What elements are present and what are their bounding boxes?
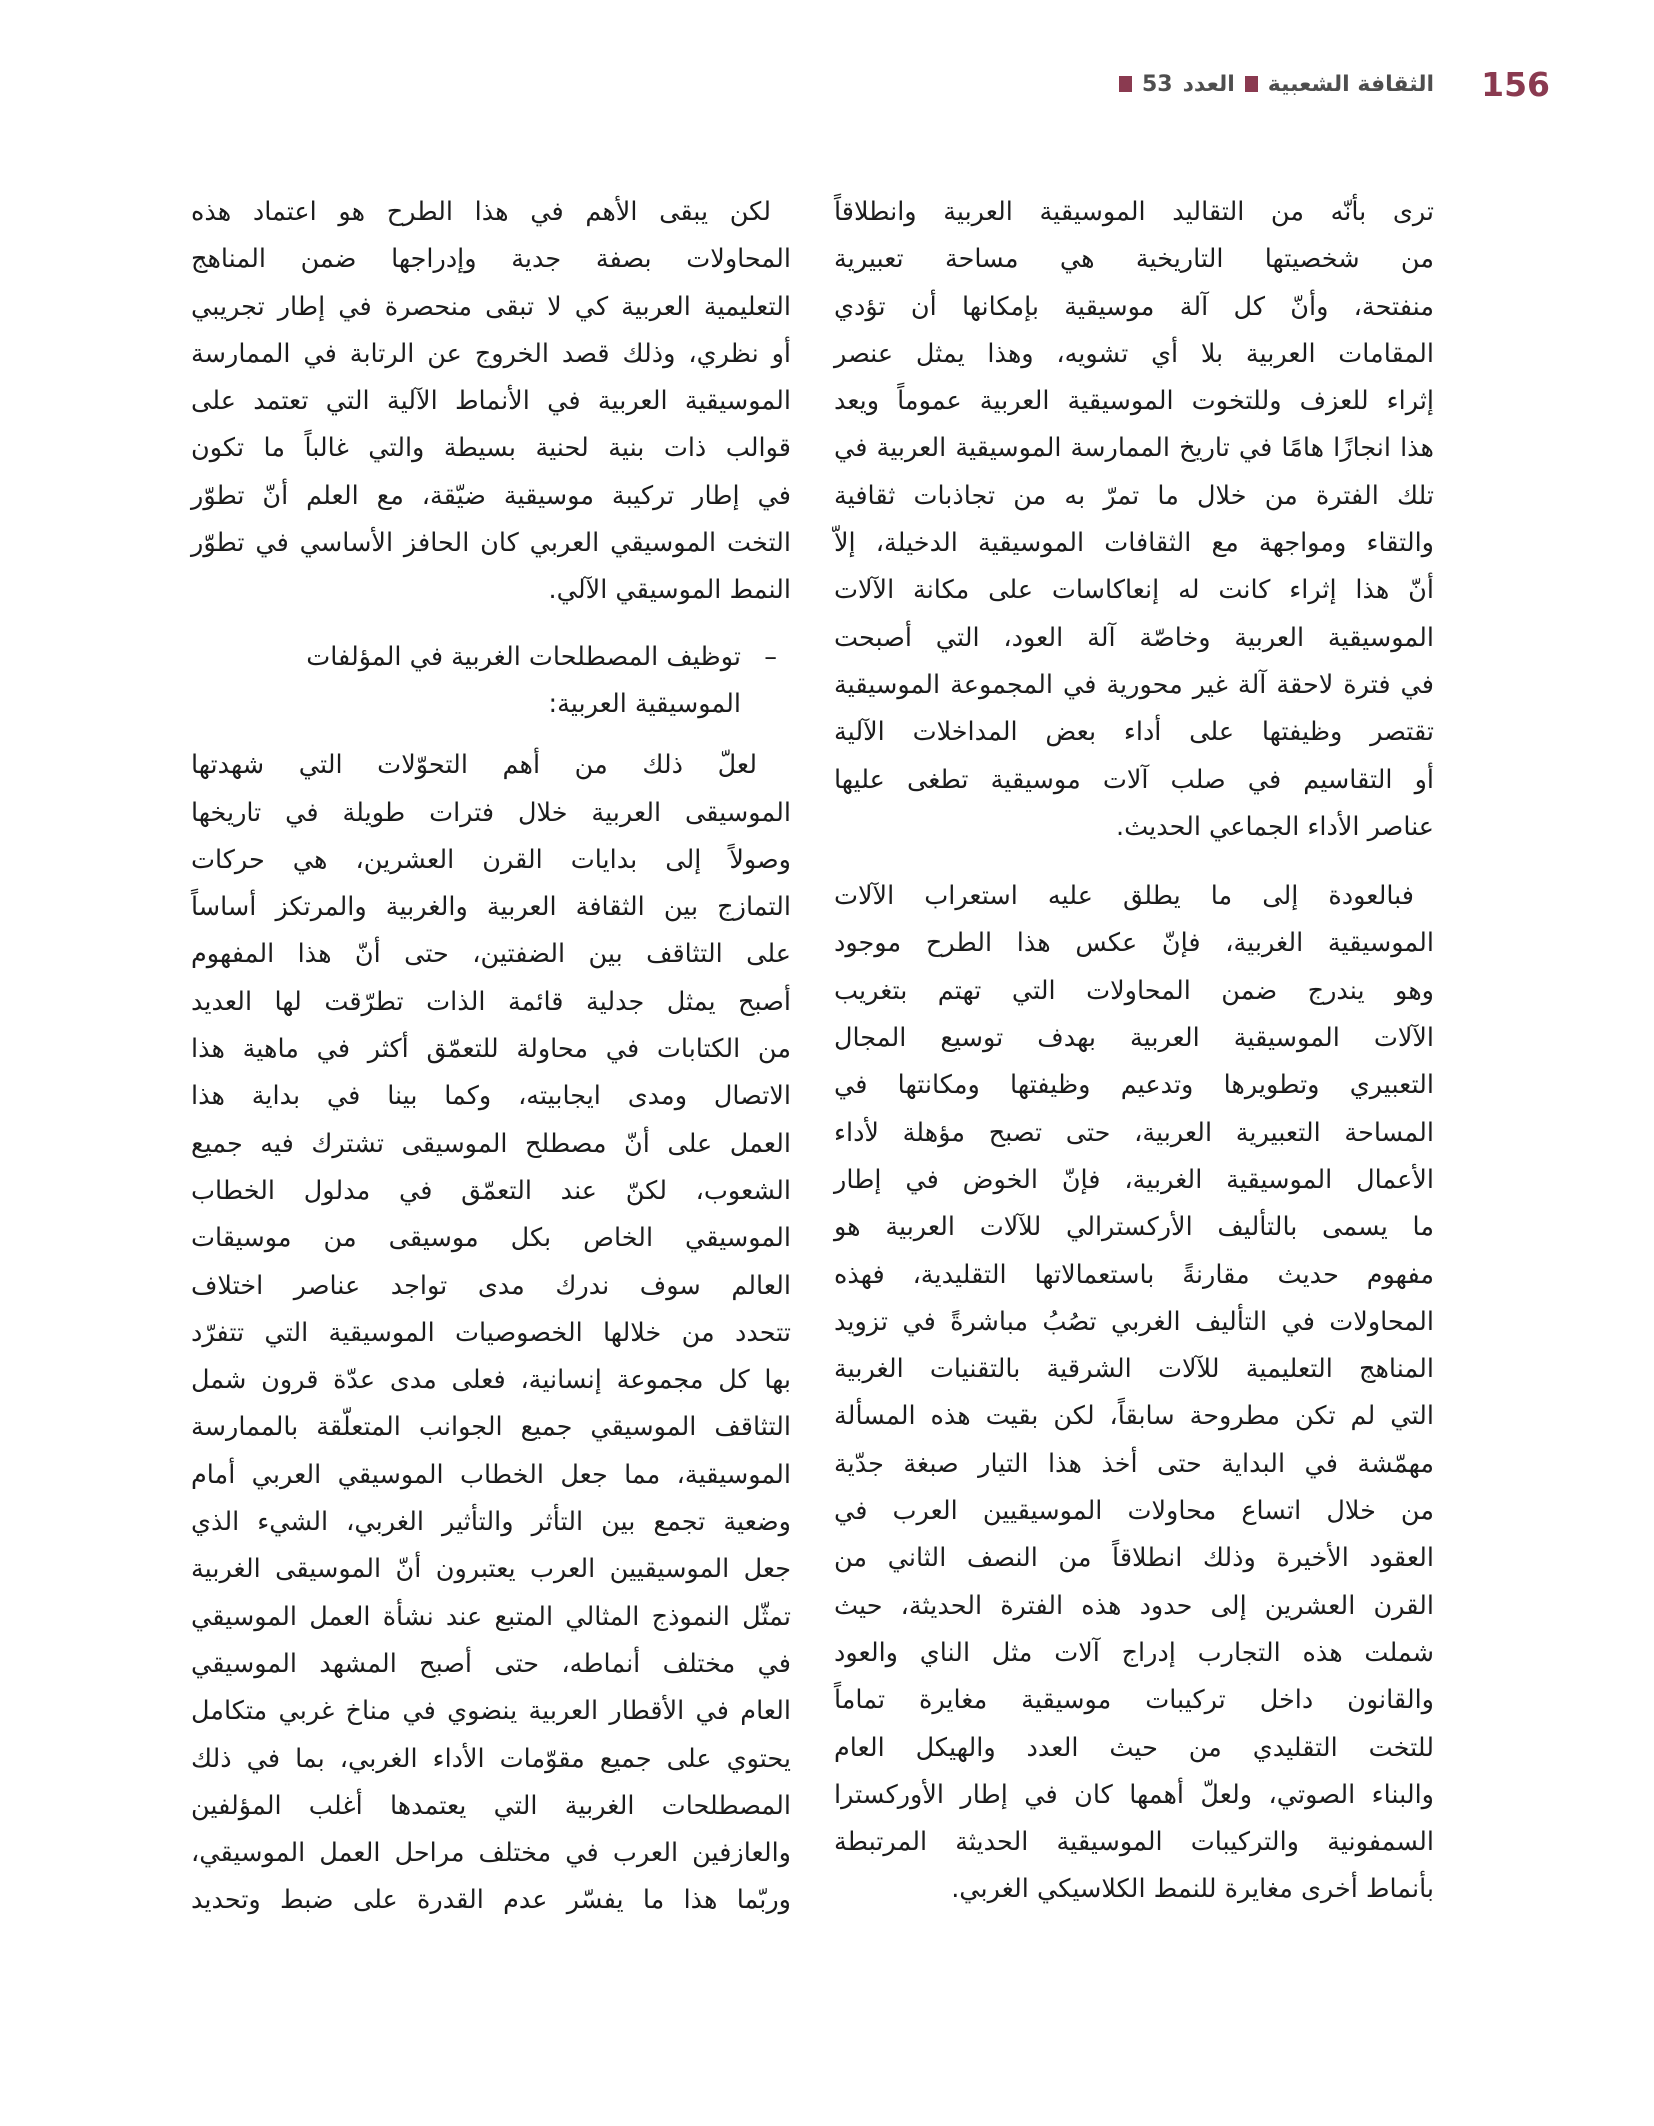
body-text-line: على التثاقف بين الضفتين، حتى أنّ هذا المفهوم <box>191 939 791 970</box>
body-text-line: القرن العشرين إلى حدود هذه الفترة الحديثة، حيث <box>834 1590 1434 1621</box>
body-text-line: من الكتابات في محاولة للتعمّق أكثر في ماهية هذا <box>191 1034 791 1065</box>
body-text-line: الموسيقى العربية خلال فترات طويلة في تاريخها <box>191 797 791 828</box>
body-text-line: المحاولات في التأليف الغربي تصُبُ مباشرةً في تزويد <box>834 1306 1434 1337</box>
body-text-line: الشعوب، لكنّ عند التعمّق في مدلول الخطاب <box>191 1175 791 1206</box>
body-text-line: الموسيقية العربية في الأنماط الآلية التي تعتمد على <box>191 386 791 417</box>
paragraph <box>834 189 1434 851</box>
body-text-line: تتحدد من خلالها الخصوصيات الموسيقية التي تتفرّد <box>191 1317 791 1348</box>
paragraph <box>191 742 791 1924</box>
body-text-line: في فترة لاحقة آلة غير محورية في المجموعة الموسيقية <box>834 669 1434 700</box>
body-text-line: من خلال اتساع محاولات الموسيقيين العرب في <box>834 1496 1434 1527</box>
body-text-line: المناهج التعليمية للآلات الشرقية بالتقنيات الغربية <box>834 1354 1434 1385</box>
issue-number: 53 <box>1141 71 1173 97</box>
body-text-line: النمط الموسيقي الآلي. <box>548 575 791 606</box>
body-text-line: مفهوم حديث مقارنةً باستعمالاتها التقليدية، فهذه <box>834 1259 1434 1290</box>
body-text-line: العقود الأخيرة وذلك انطلاقاً من النصف الثاني من <box>834 1543 1434 1574</box>
body-text-line: عناصر الأداء الجماعي الحديث. <box>1115 811 1434 842</box>
body-text-line: جعل الموسيقيين العرب يعتبرون أنّ الموسيقى الغربية <box>191 1554 791 1585</box>
section-subheading <box>191 634 791 729</box>
body-text-line: الاتصال ومدى ايجابيته، وكما بينا في بداية هذا <box>191 1081 791 1112</box>
text-column-left <box>191 189 791 1925</box>
magazine-title: الثقافة الشعبية <box>1267 71 1434 97</box>
body-text-line: الأعمال الموسيقية الغربية، فإنّ الخوض في إطار <box>834 1164 1434 1195</box>
body-text-line: وضعية تجمع بين التأثر والتأثير الغربي، الشيء الذي <box>191 1507 791 1538</box>
paragraph <box>191 189 791 615</box>
body-text-line: الموسيقية الغربية، فإنّ عكس هذا الطرح موجود <box>834 928 1434 959</box>
body-text-line: فبالعودة إلى ما يطلق عليه استعراب الآلات <box>834 881 1414 912</box>
body-text-line: التي لم تكن مطروحة سابقاً، لكن بقيت هذه المسألة <box>834 1401 1434 1432</box>
body-text-line: لكن يبقى الأهم في هذا الطرح هو اعتماد هذه <box>191 197 771 227</box>
body-text-line: المساحة التعبيرية العربية، حتى تصبح مؤهلة لأداء <box>834 1117 1434 1148</box>
body-text-line: التمازج بين الثقافة العربية والغربية والمرتكز أساساً <box>191 892 791 923</box>
body-text-line: الموسيقية، مما جعل الخطاب الموسيقي العربي أمام <box>191 1459 791 1490</box>
body-text-line: العمل على أنّ مصطلح الموسيقى تشترك فيه جميع <box>191 1128 791 1159</box>
separator-square-icon <box>1119 76 1132 92</box>
body-text-line: في إطار تركيبة موسيقية ضيّقة، مع العلم أنّ تطوّر <box>191 480 791 511</box>
page-number: 156 <box>1481 64 1550 104</box>
body-text-line: وهو يندرج ضمن المحاولات التي تهتم بتغريب <box>834 975 1434 1006</box>
body-text-line: مهمّشة في البداية حتى أخذ هذا التيار صبغة جدّية <box>834 1448 1434 1479</box>
body-text-line: تمثّل النموذج المثالي المتبع عند نشأة العمل الموسيقي <box>191 1601 791 1632</box>
body-text-line: تقتصر وظيفتها على أداء بعض المداخلات الآلية <box>834 717 1434 748</box>
body-text-line: منفتحة، وأنّ كل آلة موسيقية بإمكانها أن تؤدي <box>834 291 1434 322</box>
body-text-line: أو التقاسيم في صلب آلات موسيقية تطغى عليها <box>834 764 1434 795</box>
body-text-line: أو نظري، وذلك قصد الخروج عن الرتابة في الممارسة <box>191 338 791 369</box>
body-text-line: التعبيري وتطويرها وتدعيم وظيفتها ومكانتها في <box>834 1070 1434 1101</box>
running-header <box>1119 64 1434 104</box>
body-text-line: المصطلحات الغربية التي يعتمدها أغلب المؤلفين <box>191 1790 791 1821</box>
body-text-line: العالم سوف ندرك مدى تواجد عناصر اختلاف <box>191 1270 791 1301</box>
body-text-line: والعازفين العرب في مختلف مراحل العمل الموسيقي، <box>191 1838 791 1869</box>
paragraph <box>834 873 1434 1914</box>
body-text-line: قوالب ذات بنية لحنية بسيطة والتي غالباً ما تكون <box>191 433 791 464</box>
body-text-line: تلك الفترة من خلال ما تمرّ به من تجاذبات ثقافية <box>834 480 1434 511</box>
body-text-line: وربّما هذا ما يفسّر عدم القدرة على ضبط وتحديد <box>191 1885 791 1916</box>
separator-square-icon <box>1245 76 1258 92</box>
body-text-line: ترى بأنّه من التقاليد الموسيقية العربية وانطلاقاً <box>834 197 1434 227</box>
body-text-line: التثاقف الموسيقي جميع الجوانب المتعلّقة بالممارسة <box>191 1412 791 1443</box>
body-text-line: وصولاً إلى بدايات القرن العشرين، هي حركات <box>191 844 791 875</box>
body-text-line: والقانون داخل تركيبات موسيقية مغايرة تماماً <box>834 1685 1434 1716</box>
body-text-line: بها كل مجموعة إنسانية، فعلى مدى عدّة قرون شمل <box>191 1365 791 1396</box>
body-text-line: العام في الأقطار العربية ينضوي في مناخ غربي متكامل <box>191 1696 791 1727</box>
body-text-line: أنّ هذا إثراء كانت له إنعاكاسات على مكانة الآلات <box>834 575 1434 606</box>
body-text-line: الموسيقية العربية وخاصّة آلة العود، التي أصبحت <box>834 622 1434 653</box>
body-text-line: إثراء للعزف وللتخوت الموسيقية العربية عموماً ويعد <box>834 386 1434 417</box>
body-text-line: شملت هذه التجارب إدراج آلات مثل الناي والعود <box>834 1637 1434 1668</box>
issue-label: العدد <box>1182 71 1235 97</box>
body-text-line: من شخصيتها التاريخية هي مساحة تعبيرية <box>834 244 1434 275</box>
body-text-line: هذا انجازًا هامًا في تاريخ الممارسة الموسيقية العربية في <box>834 433 1434 464</box>
body-text-line: المحاولات بصفة جدية وإدراجها ضمن المناهج <box>191 244 791 275</box>
body-text-line: المقامات العربية بلا أي تشويه، وهذا يمثل عنصر <box>834 338 1434 369</box>
body-text-line: ما يسمى بالتأليف الأركسترالي للآلات العربية هو <box>834 1212 1434 1243</box>
body-text-line: التعليمية العربية كي لا تبقى منحصرة في إطار تجريبي <box>191 291 791 322</box>
body-text-line: للتخت التقليدي من حيث العدد والهيكل العام <box>834 1732 1434 1763</box>
text-column-right <box>834 189 1434 1914</box>
body-text-line: أصبح يمثل جدلية قائمة الذات تطرّقت لها العديد <box>191 986 791 1017</box>
body-text-line: التخت الموسيقي العربي كان الحافز الأساسي في تطوّر <box>191 528 791 559</box>
body-text-line: لعلّ ذلك من أهم التحوّلات التي شهدتها <box>191 750 757 781</box>
bullet-dash: – <box>764 641 777 672</box>
body-text-line: والبناء الصوتي، ولعلّ أهمها كان في إطار الأوركسترا <box>834 1779 1434 1810</box>
body-text-line: الآلات الموسيقية العربية بهدف توسيع المجال <box>834 1023 1434 1054</box>
subheading-line: الموسيقية العربية: <box>548 688 741 719</box>
body-text-line: بأنماط أخرى مغايرة للنمط الكلاسيكي الغربي. <box>951 1874 1434 1905</box>
body-text-line: في مختلف أنماطه، حتى أصبح المشهد الموسيقي <box>191 1648 791 1679</box>
body-text-line: يحتوي على جميع مقوّمات الأداء الغربي، بما في ذلك <box>191 1743 791 1774</box>
body-text-line: والتقاء ومواجهة مع الثقافات الموسيقية الدخيلة، إلاّ <box>834 528 1434 559</box>
body-text-line: الموسيقي الخاص بكل موسيقى من موسيقات <box>191 1223 791 1254</box>
body-text-line: السمفونية والتركيبات الموسيقية الحديثة المرتبطة <box>834 1827 1434 1858</box>
subheading-line: توظيف المصطلحات الغربية في المؤلفات <box>306 641 741 672</box>
